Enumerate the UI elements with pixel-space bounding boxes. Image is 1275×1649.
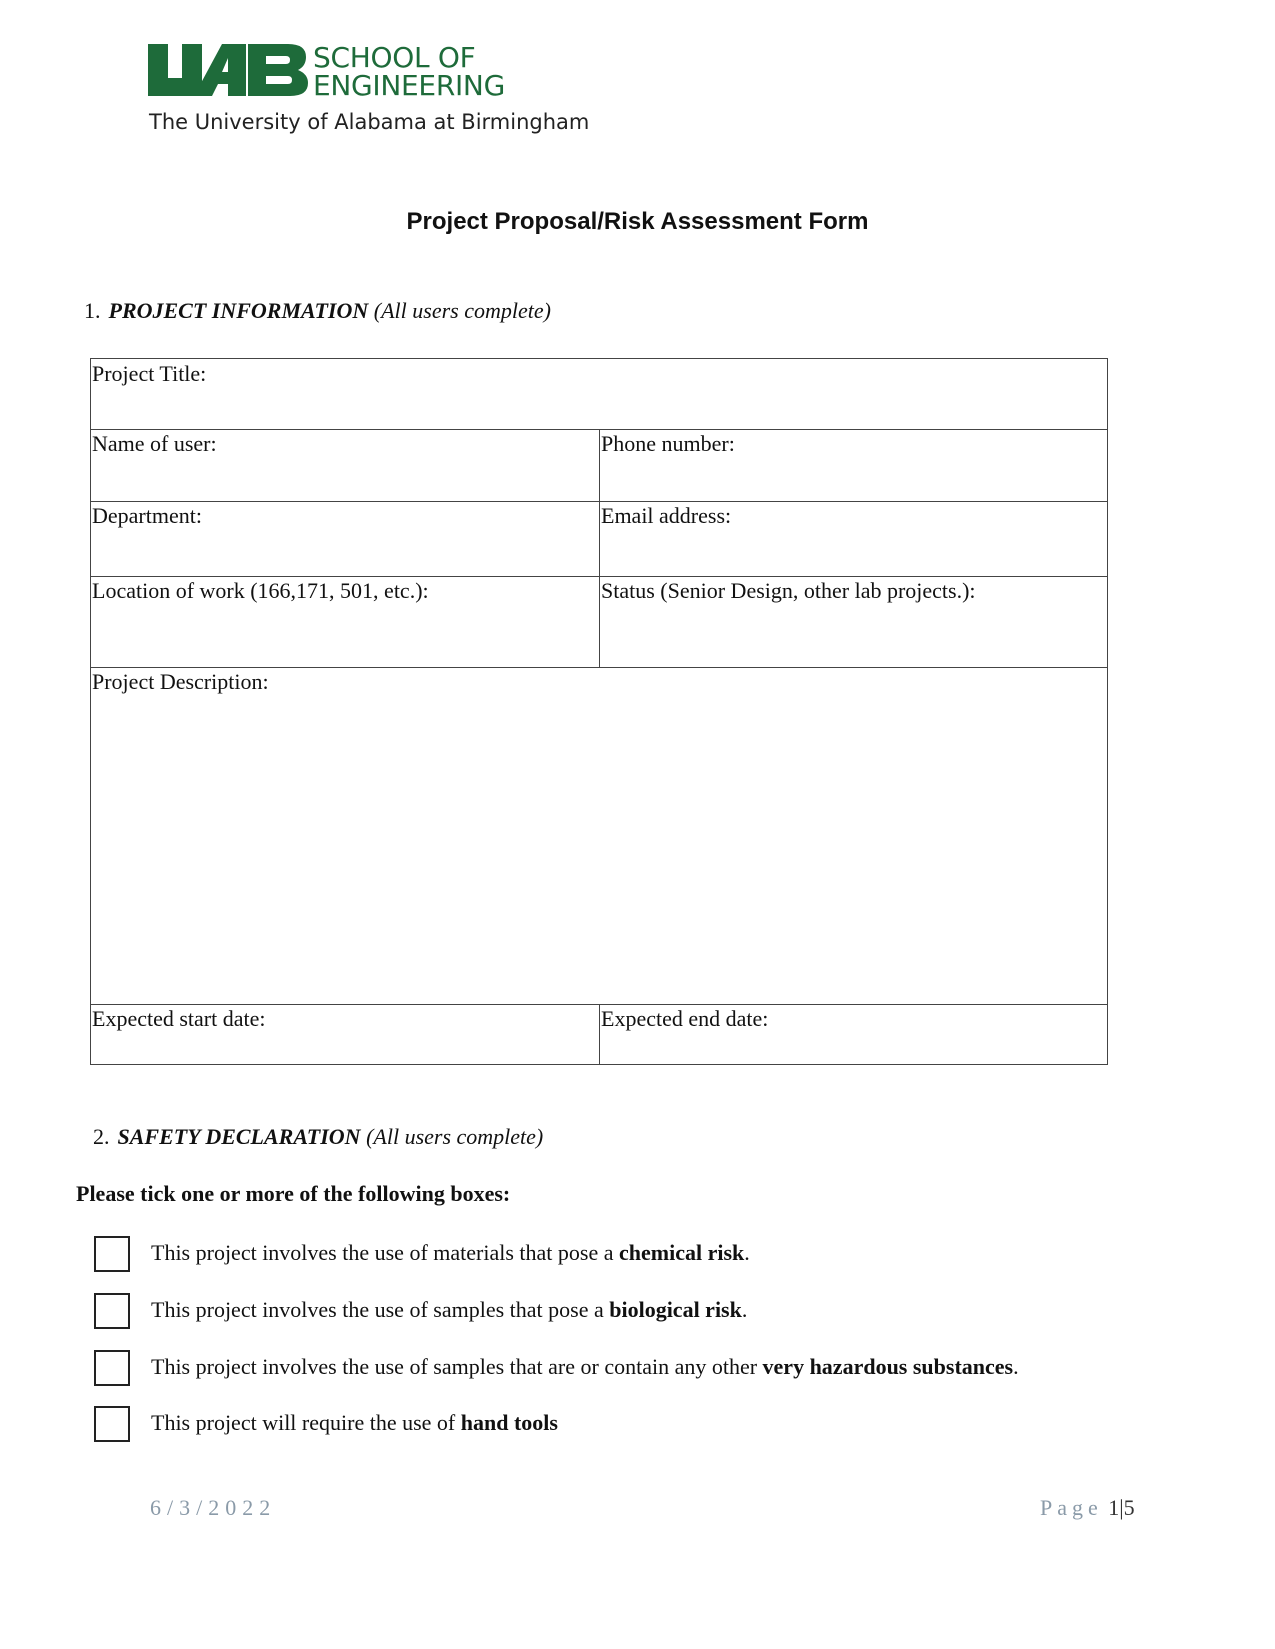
- section-2-note: (All users complete): [366, 1124, 544, 1149]
- project-title-label: Project Title:: [92, 361, 207, 386]
- declaration-text-prefix: This project will require the use of: [151, 1410, 461, 1435]
- section-1-heading: [84, 298, 551, 324]
- location-of-work-field[interactable]: [91, 576, 599, 667]
- declaration-text: [151, 1297, 747, 1323]
- section-2-number: 2.: [93, 1124, 110, 1149]
- page-label: Page: [1040, 1495, 1103, 1520]
- declaration-text: [151, 1354, 1019, 1380]
- declaration-instruction: Please tick one or more of the following boxes:: [76, 1181, 511, 1206]
- declaration-text: [151, 1240, 750, 1266]
- phone-number-label: Phone number:: [601, 431, 735, 456]
- declaration-text-prefix: This project involves the use of samples that are or contain any other: [151, 1354, 763, 1379]
- project-description-field[interactable]: [91, 667, 1107, 1004]
- hand-tools-checkbox[interactable]: [94, 1406, 130, 1442]
- logo-line-engineering: ENGINEERING: [313, 69, 505, 102]
- status-label: Status (Senior Design, other lab projects.):: [601, 578, 976, 603]
- logo-line-school: SCHOOL OF: [313, 41, 476, 74]
- location-of-work-label: Location of work (166,171, 501, etc.):: [92, 578, 429, 603]
- name-of-user-label: Name of user:: [92, 431, 217, 456]
- declaration-item-biological: [94, 1293, 1214, 1333]
- chemical-risk-checkbox[interactable]: [94, 1236, 130, 1272]
- section-1-number: 1.: [84, 298, 101, 323]
- email-address-label: Email address:: [601, 503, 732, 528]
- uab-logo: [148, 41, 608, 144]
- declaration-text-prefix: This project involves the use of samples that pose a: [151, 1297, 610, 1322]
- phone-number-field[interactable]: [600, 429, 1107, 501]
- section-1-note: (All users complete): [373, 298, 551, 323]
- expected-end-date-label: Expected end date:: [601, 1006, 769, 1031]
- declaration-text-emphasis: biological risk: [609, 1297, 742, 1322]
- declaration-text-suffix: .: [1013, 1354, 1019, 1379]
- declaration-item-hand-tools: [94, 1406, 1214, 1446]
- declaration-text: [151, 1410, 558, 1436]
- declaration-item-hazardous: [94, 1350, 1214, 1390]
- university-name: The University of Alabama at Birmingham: [149, 110, 590, 134]
- declaration-text-emphasis: hand tools: [460, 1410, 558, 1435]
- logo-wordmark: [313, 41, 505, 102]
- project-title-field[interactable]: [91, 359, 1107, 429]
- department-field[interactable]: [91, 501, 599, 576]
- declaration-text-emphasis: very hazardous substances: [762, 1354, 1014, 1379]
- expected-start-date-field[interactable]: [91, 1004, 599, 1065]
- expected-end-date-field[interactable]: [600, 1004, 1107, 1065]
- name-of-user-field[interactable]: [91, 429, 599, 501]
- page-total: 5: [1123, 1495, 1135, 1520]
- section-2-heading: [93, 1124, 543, 1150]
- email-address-field[interactable]: [600, 501, 1107, 576]
- project-description-label: Project Description:: [92, 669, 269, 694]
- department-label: Department:: [92, 503, 202, 528]
- project-info-table: [90, 358, 1108, 1065]
- status-field[interactable]: [600, 576, 1107, 667]
- document-title: Project Proposal/Risk Assessment Form: [406, 208, 869, 235]
- declaration-text-prefix: This project involves the use of materials that pose a: [151, 1240, 619, 1265]
- declaration-item-chemical: [94, 1236, 1214, 1276]
- declaration-text-emphasis: chemical risk: [618, 1240, 745, 1265]
- section-2-title: SAFETY DECLARATION: [117, 1124, 361, 1149]
- declaration-text-suffix: .: [741, 1297, 748, 1322]
- footer-page-number: [1040, 1495, 1135, 1521]
- footer-date: 6/3/2022: [150, 1495, 277, 1520]
- biological-risk-checkbox[interactable]: [94, 1293, 130, 1329]
- expected-start-date-label: Expected start date:: [92, 1006, 266, 1031]
- hazardous-substances-checkbox[interactable]: [94, 1350, 130, 1386]
- page-current: 1: [1108, 1495, 1120, 1520]
- page-separator: |: [1119, 1495, 1124, 1520]
- declaration-text-suffix: .: [744, 1240, 750, 1265]
- section-1-title: PROJECT INFORMATION: [108, 298, 369, 323]
- uab-logo-mark: [148, 44, 308, 96]
